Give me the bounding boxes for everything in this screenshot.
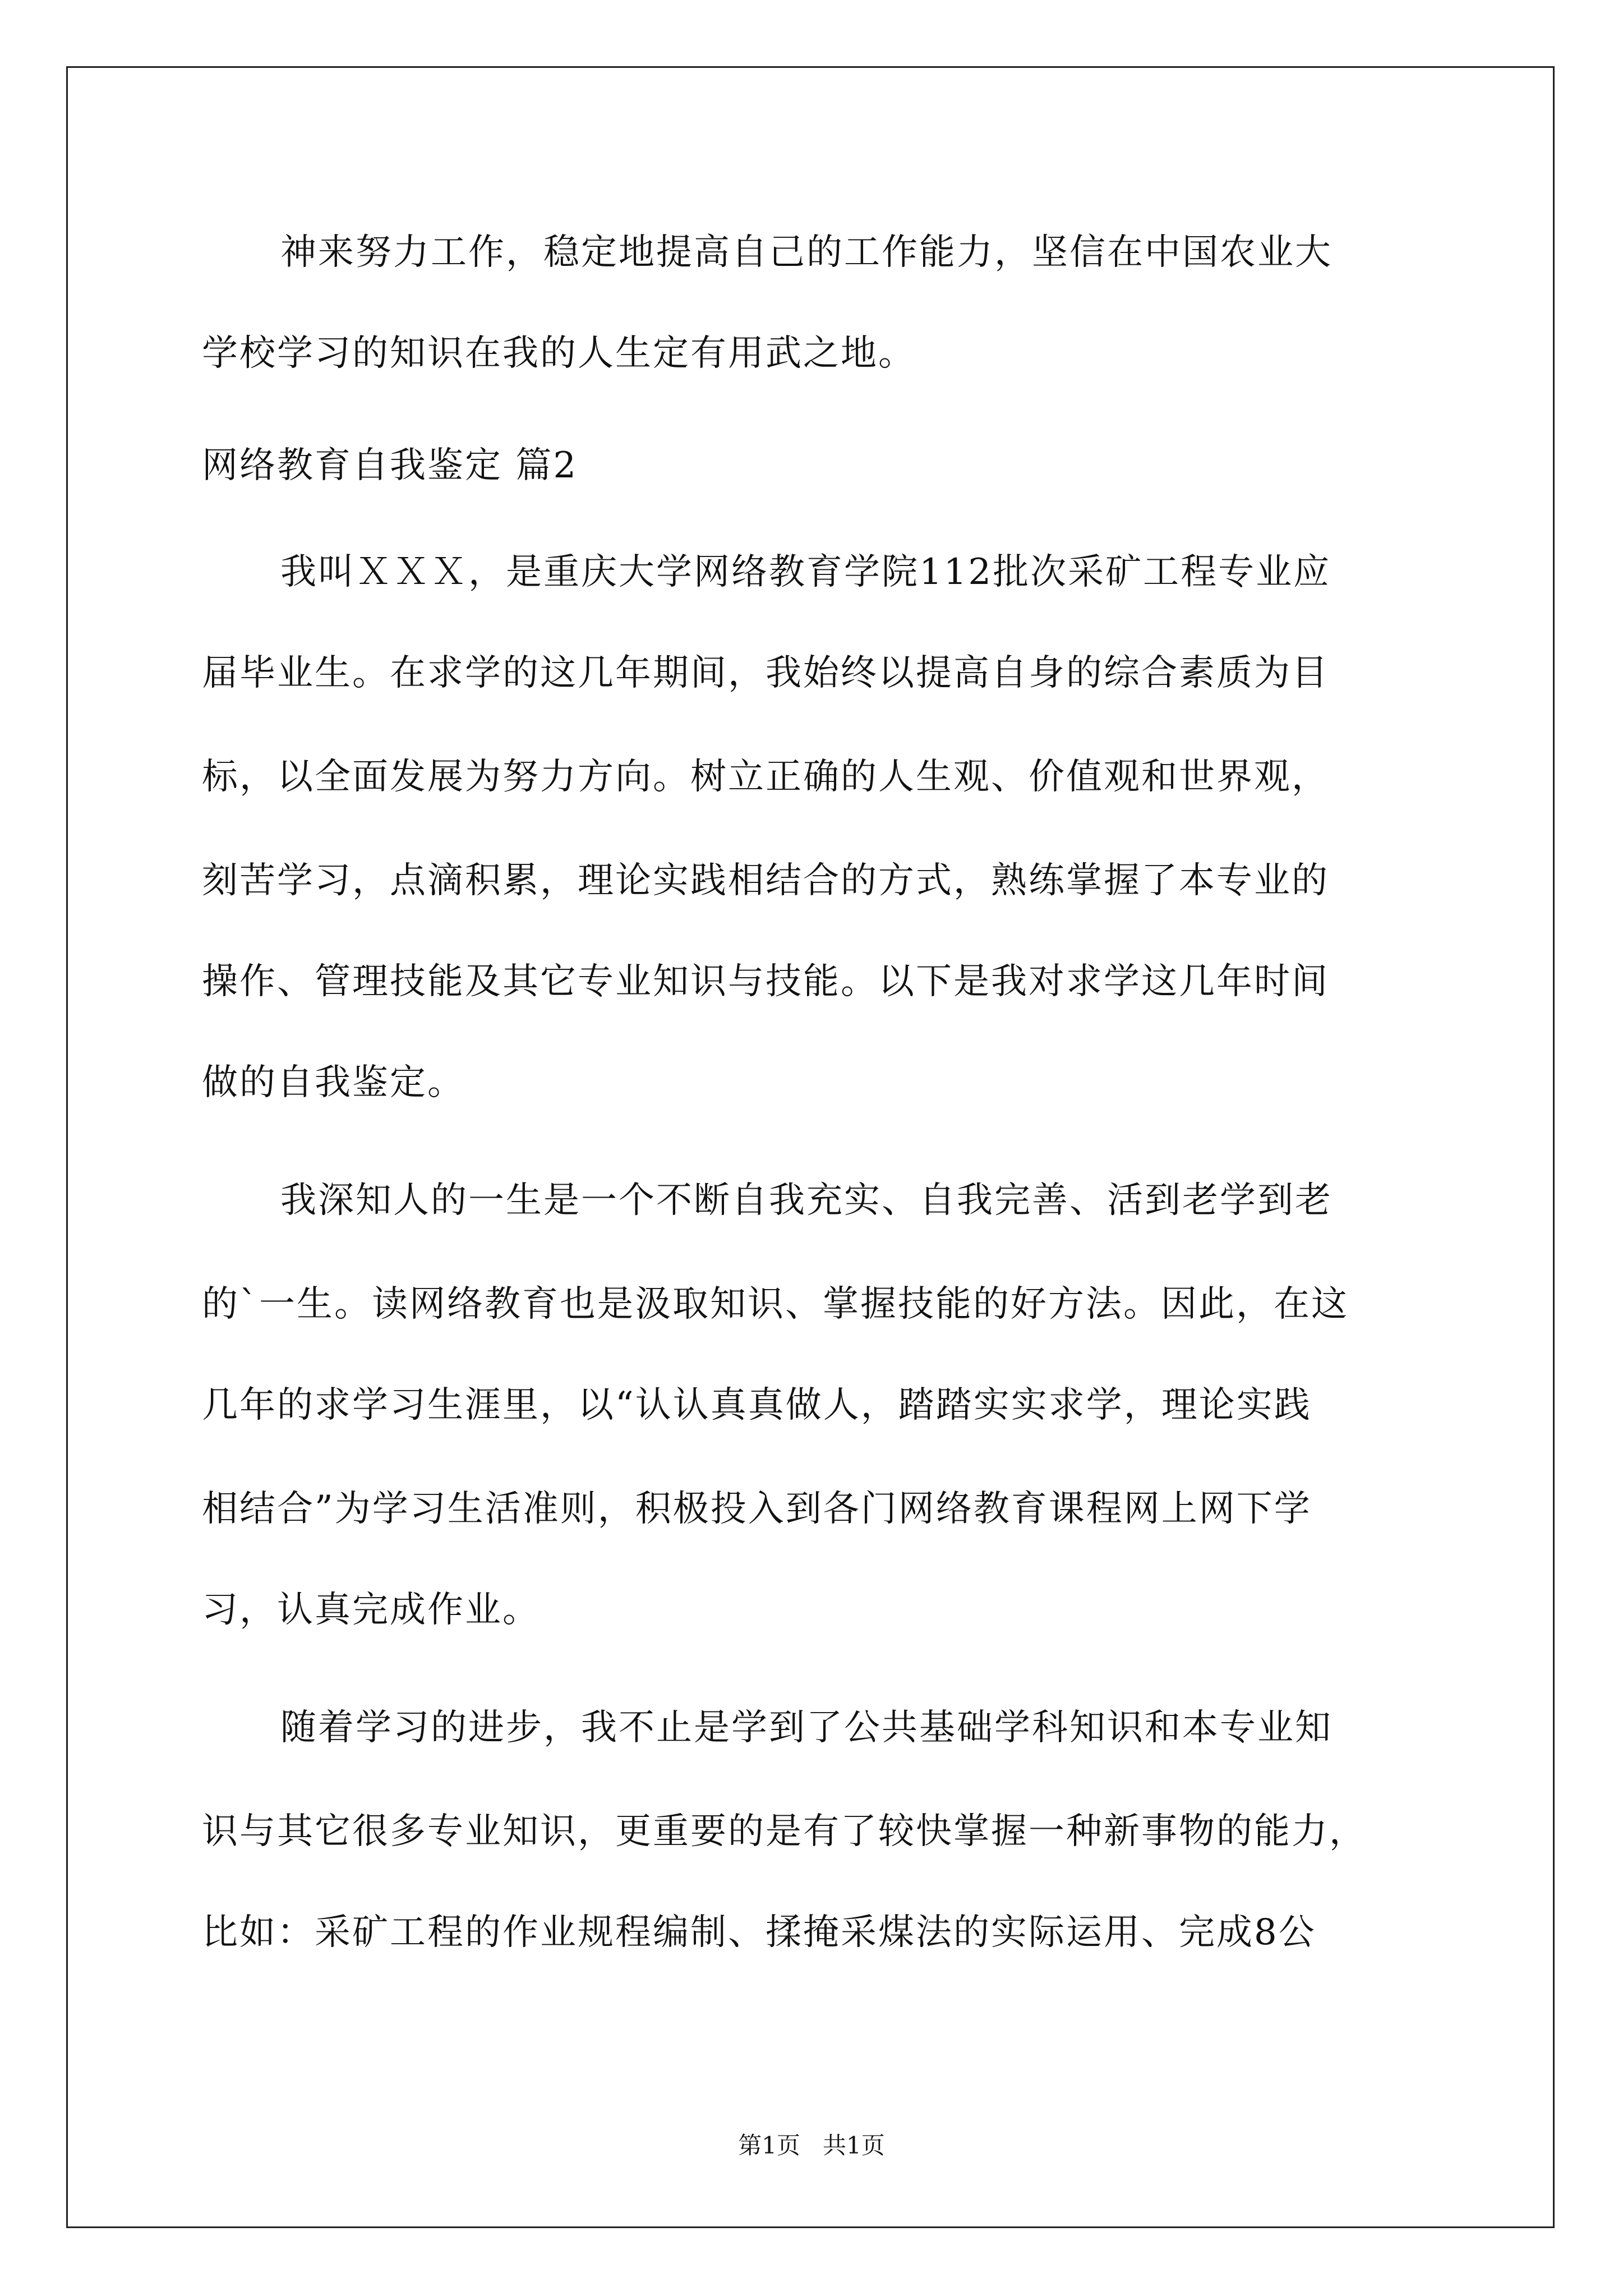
body-line: 相结合”为学习生活准则，积极投入到各门网络教育课程网上网下学 xyxy=(202,1488,1312,1530)
body-line: 我叫ＸＸＸ，是重庆大学网络教育学院112批次采矿工程专业应 xyxy=(280,551,1331,593)
body-line: 比如：采矿工程的作业规程编制、揉掩采煤法的实际运用、完成8公 xyxy=(202,1912,1316,1953)
body-line: 届毕业生。在求学的这几年期间，我始终以提高自身的综合素质为目 xyxy=(202,652,1329,694)
page-border xyxy=(66,66,1555,2228)
body-line: 学校学习的知识在我的人生定有用武之地。 xyxy=(202,333,916,374)
body-line: 的`一生。读网络教育也是汲取知识、掌握技能的好方法。因此，在这 xyxy=(202,1283,1349,1325)
body-line: 几年的求学习生涯里，以“认认真真做人，踏踏实实求学，理论实践 xyxy=(202,1384,1312,1426)
body-line: 我深知人的一生是一个不断自我充实、自我完善、活到老学到老 xyxy=(280,1180,1332,1221)
body-line: 操作、管理技能及其它专业知识与技能。以下是我对求学这几年时间 xyxy=(202,961,1329,1002)
body-line: 神来努力工作，稳定地提高自己的工作能力，坚信在中国农业大 xyxy=(280,232,1332,273)
body-line: 刻苦学习，点滴积累，理论实践相结合的方式，熟练掌握了本专业的 xyxy=(202,860,1329,901)
body-line: 标，以全面发展为努力方向。树立正确的人生观、价值观和世界观， xyxy=(202,756,1329,798)
body-line: 做的自我鉴定。 xyxy=(202,1062,465,1103)
body-line: 随着学习的进步，我不止是学到了公共基础学科知识和本专业知 xyxy=(280,1707,1332,1749)
section-heading: 网络教育自我鉴定 篇2 xyxy=(202,445,578,486)
body-line: 识与其它很多专业知识，更重要的是有了较快掌握一种新事物的能力， xyxy=(202,1811,1367,1852)
body-line: 习，认真完成作业。 xyxy=(202,1589,540,1631)
page-footer: 第1页 共1页 xyxy=(738,2132,885,2159)
